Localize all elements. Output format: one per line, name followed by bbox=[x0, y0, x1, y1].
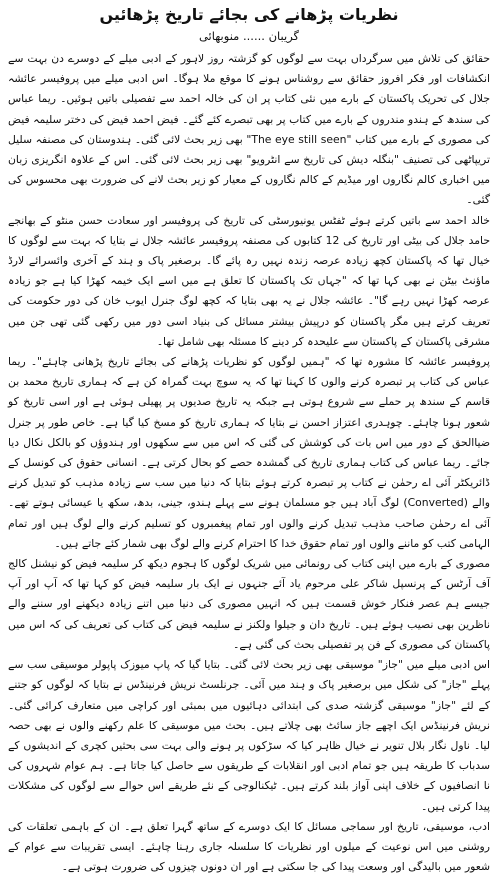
article-headline: نظریات پڑھانے کی بجائے تاریخ پڑھائیں bbox=[99, 5, 399, 24]
article-byline: گریبان ...... منوبھائی bbox=[198, 29, 300, 43]
article-paragraph: ادب، موسیقی، تاریخ اور سماجی مسائل کا ایک دوسرے کے ساتھ گہرا تعلق ہے۔ ان کے باہمی تعلقات کی روشنی میں اس نوعیت کے میلوں اور نظریات کا سلسلہ جاری رہنا چاہئے۔ ایسی تقریبات سے عوام کے شعور میں بالیدگی اور وسعت پیدا کی جا سکتی ہے اور ان دونوں چیزوں کی ضرورت ہوتی ہے۔ bbox=[8, 819, 490, 874]
article-paragraph: حقائق کی تلاش میں سرگرداں بہت سے لوگوں کو گزشتہ روز لاہور کے ادبی میلے کے دوسرے دن بہت سے انکشافات اور فکر افروز حقائق سے روشناس ہونے کا موقع ملا ہوگا۔ اس ادبی میلے میں پروفیسر عائشہ جلال کی تحریک پاکستان کے بارے میں نئی کتاب پر ان کی خالہ احمد سے تفصیلی باتیں ہوئیں۔ ریما عباس کی سندھ کے ہندو مندروں کے بارے میں کتاب پر بھی تبصرے کئے گئے۔ فیض احمد فیض کی دختر سلیمہ فیض کی مصوری کے بارے میں کتاب "The eye still seen" بھی زیر بحث لائی گئی۔ ہندوستان کی مصنفہ سلیل تریپاٹھی کی تصنیف "بنگلہ دیش کی تاریخ سے انٹرویو" بھی زیر بحث لائی گئی۔ اس کے علاوہ انگریزی زبان میں اخباری کالم نگاروں اور میڈیم کے کالم نگاروں کے معیار کو زیر بحث لانے کی ضرورت بھی محسوس کی گئی۔ bbox=[8, 52, 491, 207]
article-paragraph: پروفیسر عائشہ کا مشورہ تھا کہ "ہمیں لوگوں کو نظریات پڑھانے کی بجائے تاریخ پڑھانی چاہئے"۔ ریما عباس کی کتاب پر تبصرہ کرنے والوں کا کہنا تھا کہ یہ سوچ بہت گمراہ کن ہے کہ ہماری تاریخ محمد بن قاسم کے سندھ پر حملے سے شروع ہوتی ہے جبکہ یہ تاریخ صدیوں پر پھیلی ہوئی ہے اور اسی تاریخ کو شعور ہونا چاہئے۔ چوہدری اعتزاز احسن نے بتایا کہ ہماری تاریخ کو مسخ کیا گیا ہے۔ خاص طور پر جنرل ضیاالحق کے دور میں اس بات کی کوشش کی گئی کہ اس میں سے سکھوں اور ہندوؤں کو بالکل نکال دیا جائے۔ ریما عباس کی کتاب ہماری تاریخ کی گمشدہ حصے کو بحال کرتی ہے۔ انسانی حقوق کی کونسل کے ڈائریکٹر آئی اے رحمٰن نے کتاب پر تبصرہ کرتے ہوئے بتایا کہ دنیا میں سب سے زیادہ مذہب کو تبدیل کرنے والے (Converted) لوگ آباد ہیں جو مسلمان ہونے سے پہلے ہندو، جینی، بدھ، سکھ یا عیسائی ہوتے تھے۔ آئی اے رحمٰن صاحب مذہب تبدیل کرنے والوں اور تمام پیغمبروں کو تسلیم کرنے والے لوگ ہیں اور تمام الہامی کتب کو ماننے والوں اور تمام حقوق خدا کا احترام کرنے والے لوگ بھی شمار کئے جاتے ہیں۔ bbox=[8, 355, 490, 550]
article-paragraph: مصوری کے بارے میں اپنی کتاب کی رونمائی میں شریک لوگوں کا ہجوم دیکھ کر سلیمہ فیض کو نیشنل کالج آف آرٹس کے پرنسپل شاکر علی مرحوم یاد آئے جنہوں نے ایک بار سلیمہ فیض کو کہا تھا کہ آپ اور آپ جیسے ہم عصر فنکار خوش قسمت ہیں کہ انہیں مصوری کی دنیا میں اتنے زیادہ دیکھنے اور سننے والے ناظرین بھی نصیب ہوئے ہیں۔ تاریخ دان و جیلوا ولکنز نے سلیمہ فیض کی کتاب کی تعریف کی کہ اس میں پاکستان کی مصوری کے فن پر تفصیلی بحث کی گئی ہے۔ bbox=[8, 557, 490, 651]
article-paragraph: خالد احمد سے باتیں کرتے ہوئے ٹفٹس یونیورسٹی کی تاریخ کی پروفیسر اور سعادت حسن منٹو کے بھانجے حامد جلال کی بیٹی اور تاریخ کی 12 کتابوں کی مصنفہ پروفیسر عائشہ جلال نے بتایا کہ بہت سے لوگوں کا خیال تھا کہ پاکستان کچھ زیادہ عرصہ زندہ نہیں رہ پائے گا۔ برصغیر پاک و ہند کے آخری وائسرائے لارڈ ماؤنٹ بیٹن نے بھی کہا تھا کہ "جہاں تک پاکستان کا تعلق ہے میں اسے ایک خیمہ کھڑا کیا ہے جو زیادہ عرصہ کھڑا نہیں رہے گا"۔ عائشہ جلال نے یہ بھی بتایا کہ کچھ لوگ جنرل ایوب خان کی دور حکومت کی تعریف کرتے ہیں مگر پاکستان کو درپیش بیشتر مسائل کی بنیاد اسی دور میں رکھی گئی تھی جن میں مشرقی پاکستان کے پاکستان سے علیحدہ کر دینے کا مسئلہ بھی شامل تھا۔ bbox=[8, 213, 491, 348]
article-paragraph: اس ادبی میلے میں "جاز" موسیقی بھی زیر بحث لائی گئی۔ بتایا گیا کہ پاپ میوزک پاپولر موسیقی سب سے پہلے "جاز" کی شکل میں برصغیر پاک و ہند میں آئی۔ جرنلسٹ نریش فرنینڈس نے بتایا کہ لوگوں کو جتنے کے لئے "جاز" موسیقی گزشتہ صدی کی ابتدائی دہائیوں میں بمبئی اور کراچی میں متعارف کرائی گئی۔ نریش فرنینڈس ایک اچھے جاز سائٹ بھی چلاتے ہیں۔ بحث میں موسیقی کا علم رکھنے والوں نے بھی حصہ لیا۔ ناول نگار بلال تنویر نے خیال ظاہر کیا کہ سڑکوں پر ہونے والی بہت سی بحثیں کچری کے اندیشوں کے سدباب کا طریقہ ہیں جو تمام ادبی اور انقلابات کے طریقوں سے حاصل کیا جاتا ہے۔ ہم عوام شہروں کی نا انصافیوں کے خلاف اپنی آواز بلند کرتے ہیں۔ ٹیکنالوجی کے نئے طریقے اس حوالے سے لوگوں کی مشکلات پیدا کرتی ہیں۔ bbox=[8, 658, 490, 813]
article-body bbox=[8, 49, 490, 877]
